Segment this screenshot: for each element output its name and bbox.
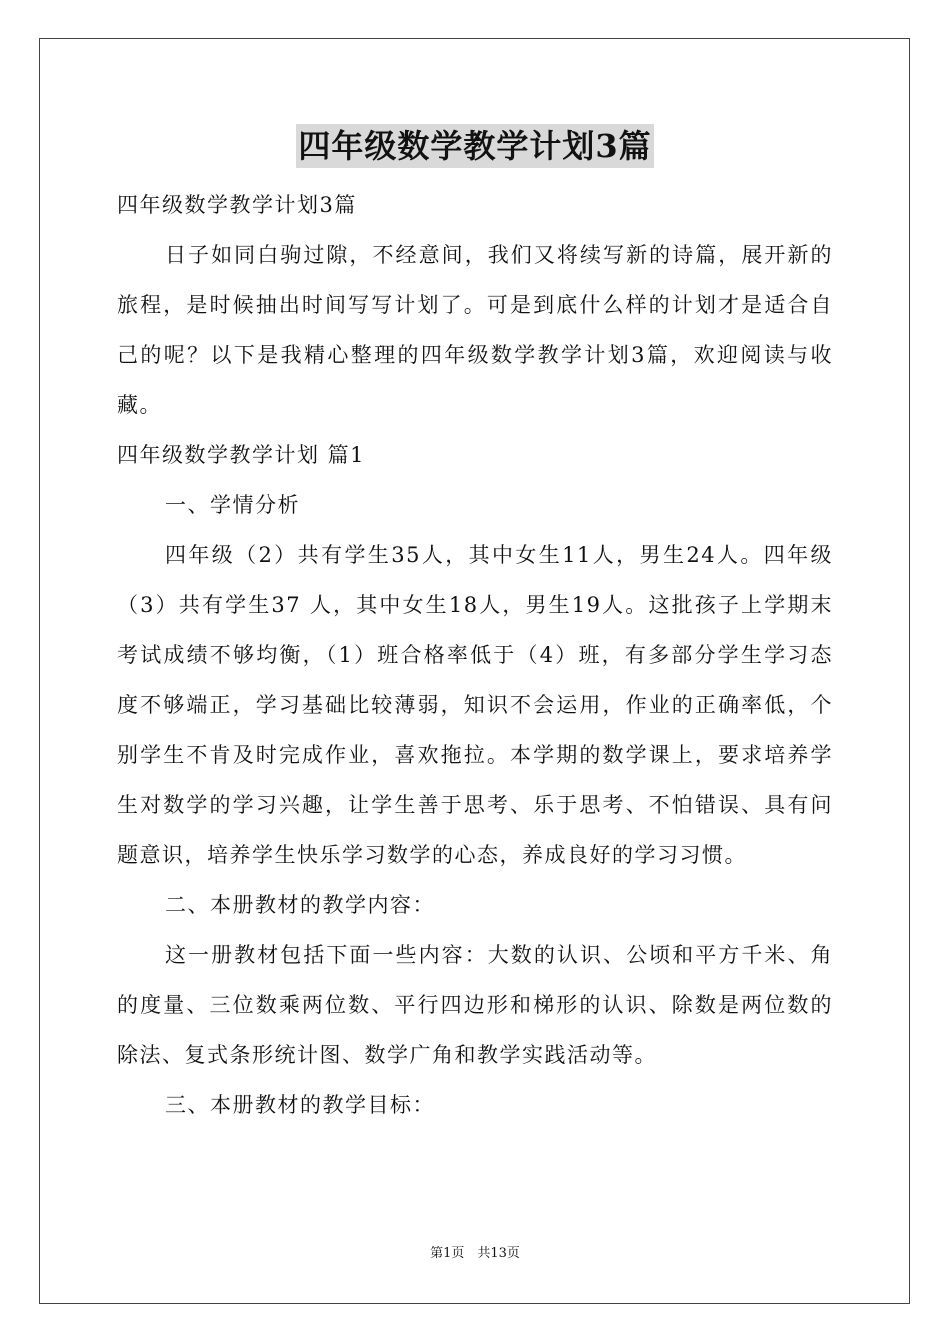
paragraph-heading-2: 二、本册教材的教学内容： [165,893,435,917]
page-footer: 第1页 共13页 [430,1246,520,1261]
paragraph-heading-1: 一、学情分析 [165,493,300,517]
paragraph-heading-3: 三、本册教材的教学目标： [165,1093,435,1117]
paragraph-student-analysis: 四年级（2）共有学生35人，其中女生11人，男生24人。四年级（3）共有学生37 人，其中女生18人，男生19人。这批孩子上学期末考试成绩不够均衡，（1）班合格率低于（4）班，有多部分学生学习态度不够端正，学习基础比较薄弱，知识不会运用，作业的正确率低，个别学生不肯及时完成作业，喜欢拖拉。本学期的数学课上，要求培养学生对数学的学习兴趣，让学生善于思考、乐于思考、不怕错误、具有问题意识，培养学生快乐学习数学的心态，养成良好的学习习惯。 [117,543,833,867]
title-wrap [0,124,950,168]
document-title: 四年级数学教学计划3篇 [296,124,653,168]
document-body [117,180,833,1130]
paragraph-textbook-content: 这一册教材包括下面一些内容：大数的认识、公顷和平方千米、角的度量、三位数乘两位数、平行四边形和梯形的认识、除数是两位数的除法、复式条形统计图、数学广角和教学实践活动等。 [117,943,833,1067]
paragraph-subtitle: 四年级数学教学计划3篇 [117,193,357,217]
paragraph-intro: 日子如同白驹过隙，不经意间，我们又将续写新的诗篇，展开新的旅程，是时候抽出时间写写计划了。可是到底什么样的计划才是适合自己的呢？以下是我精心整理的四年级数学教学计划3篇，欢迎阅读与收藏。 [117,243,833,417]
paragraph-section-heading: 四年级数学教学计划 篇1 [117,443,366,467]
